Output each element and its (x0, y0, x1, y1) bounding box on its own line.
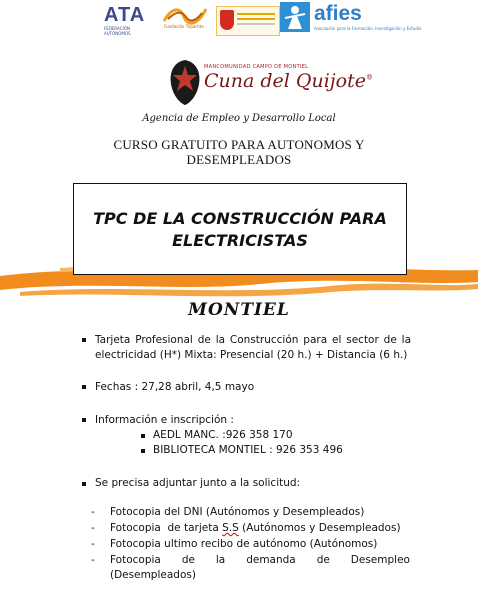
bullet-icon (82, 418, 86, 422)
ata-logo (104, 4, 154, 34)
ata-logo-subtext: FEDERACIÓN AUTÓNOMOS (104, 26, 131, 36)
contact-phone-biblioteca: BIBLIOTECA MONTIEL : 926 353 496 (153, 444, 343, 456)
ata-logo-text: ATA (104, 4, 146, 26)
tripartita-swirl-icon (160, 5, 210, 25)
sub-bullet-icon (141, 434, 145, 438)
coat-of-arms-icon (220, 10, 234, 30)
doc-item-dni: Fotocopia del DNI (Autónomos y Desempleados) (110, 506, 365, 518)
bullet-icon (82, 338, 86, 342)
cross-emblem-icon (168, 58, 202, 106)
course-title-box (73, 183, 407, 275)
location-heading: MONTIEL (188, 300, 290, 320)
doc-item-demanda: Fotocopia de la demanda de Desempleo (Desempleados) (110, 554, 410, 581)
afies-logo-subtext: Asociación para la Formación, Investigación y Estudio (314, 26, 422, 31)
mancomunidad-subtitle: MANCOMUNIDAD CAMPO DE MONTIEL (204, 64, 309, 70)
agency-name: Agencia de Empleo y Desarrollo Local (142, 113, 336, 124)
course-title: TPC DE LA CONSTRUCCIÓN PARA ELECTRICISTAS (93, 209, 387, 250)
requirements-label: Se precisa adjuntar junto a la solicitud: (95, 477, 301, 489)
tripartita-logo (160, 5, 215, 35)
afies-badge-icon (280, 2, 310, 32)
bullet-icon (82, 385, 86, 389)
doc-item-tarjeta-ss: Fotocopia de tarjeta S.S (Autónomos y Desempleados) (110, 522, 401, 534)
sub-bullet-icon (141, 449, 145, 453)
mancomunidad-logo (168, 58, 374, 108)
contact-phone-aedl: AEDL MANC. :926 358 170 (153, 429, 293, 441)
ministerio-logo (216, 6, 280, 36)
afies-logo-text: afies (314, 2, 362, 25)
bullet-icon (82, 482, 86, 486)
course-description: Tarjeta Profesional de la Construcción para el sector de la electricidad (H*) Mixta: Presencial (20 h.) + Distancia (6 h.) (95, 334, 411, 361)
logo-bar (0, 0, 478, 40)
doc-item-recibo: Fotocopia ultimo recibo de autónomo (Autónomos) (110, 538, 378, 550)
mancomunidad-brand: Cuna del Quijote® (204, 70, 374, 92)
tripartita-logo-subtext: Fundación Tripartita (164, 24, 204, 29)
afies-logo (280, 2, 422, 36)
course-heading: CURSO GRATUITO PARA AUTONOMOS Y DESEMPLEADOS (113, 137, 365, 167)
info-label: Información e inscripción : (95, 414, 234, 426)
course-dates: Fechas : 27,28 abril, 4,5 mayo (95, 381, 255, 393)
